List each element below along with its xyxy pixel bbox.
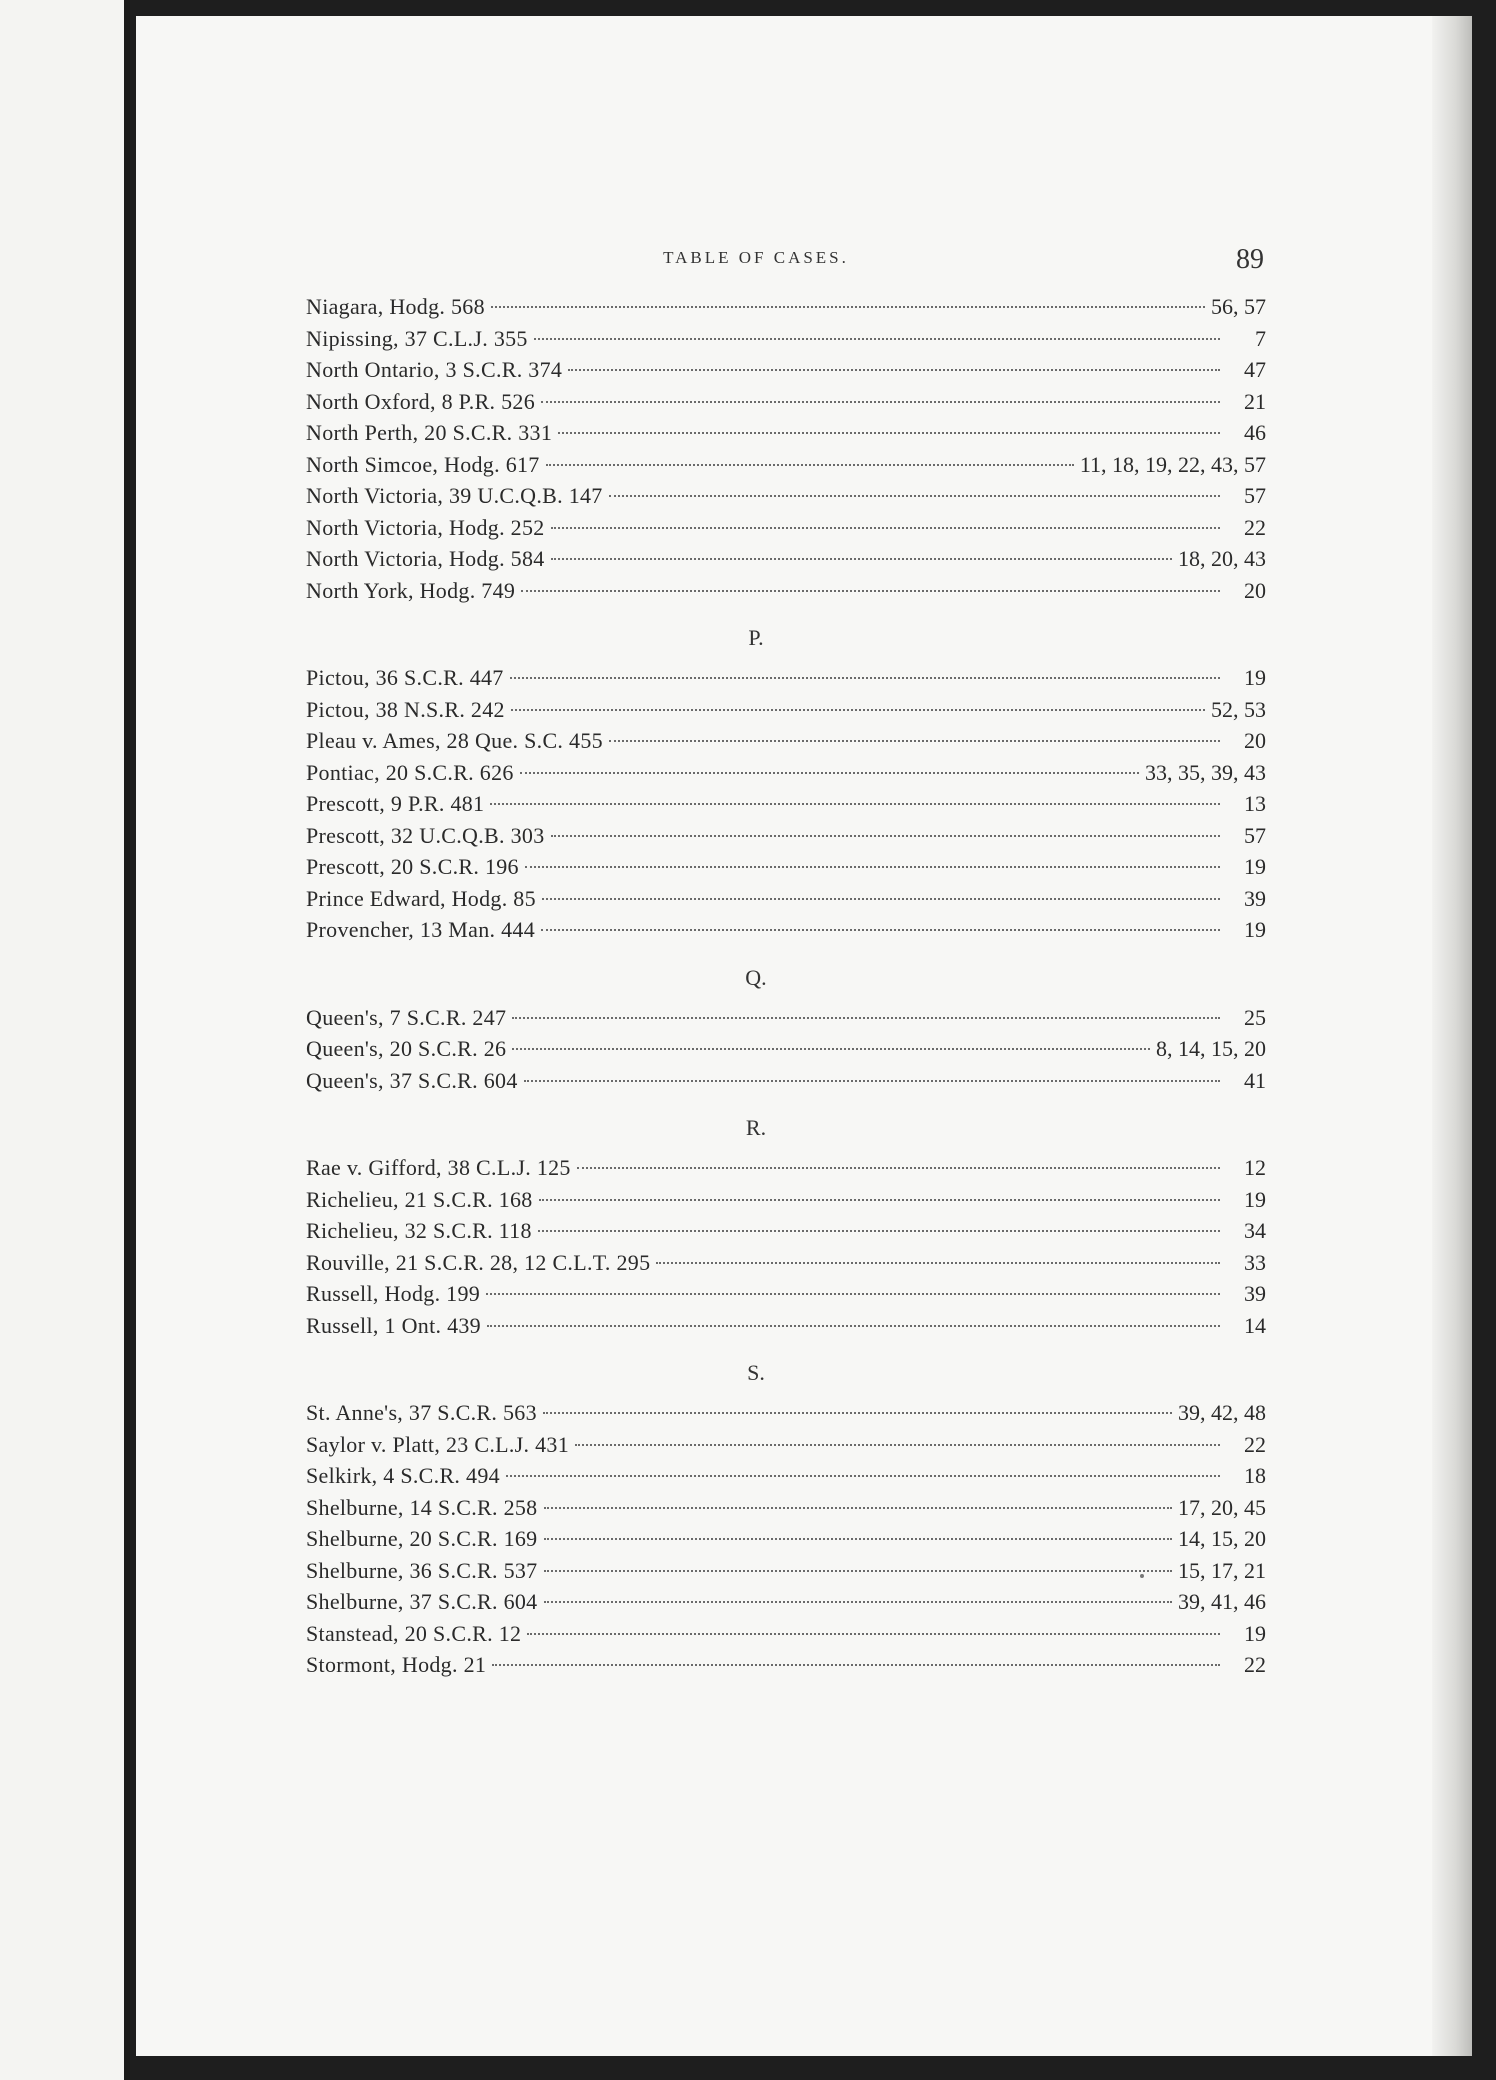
dot-leader: [609, 740, 1220, 742]
dot-leader: [487, 1325, 1220, 1327]
dot-leader: [512, 1048, 1150, 1050]
page-references: 47: [1244, 357, 1266, 382]
case-name: Richelieu, 32 S.C.R. 118: [306, 1218, 532, 1243]
print-speck: [1140, 1574, 1144, 1578]
dot-leader: [506, 1475, 1220, 1477]
case-entry: [306, 1065, 1266, 1097]
page-references: 7: [1255, 325, 1266, 351]
case-entry: [306, 1586, 1266, 1618]
page-references: 12: [1244, 1155, 1266, 1180]
case-name: Saylor v. Platt, 23 C.L.J. 431: [306, 1431, 570, 1457]
section: [306, 960, 1266, 1097]
case-entry: [306, 291, 1266, 323]
page-references: 14, 15, 20: [1178, 1526, 1266, 1551]
case-name: Provencher, 13 Man. 444: [306, 917, 536, 942]
case-entry: [306, 851, 1266, 883]
section-letter: P.: [748, 625, 764, 650]
case-entry: [306, 914, 1266, 946]
case-entry: [306, 694, 1266, 726]
case-name: North Victoria, Hodg. 252: [306, 514, 545, 540]
page-references: 33, 35, 39, 43: [1145, 759, 1266, 785]
dot-leader: [558, 432, 1220, 434]
case-entry: [306, 1429, 1266, 1461]
case-entry: [306, 1215, 1266, 1247]
dot-leader: [543, 1412, 1172, 1414]
page-references: 34: [1244, 1218, 1266, 1243]
case-name: Pleau v. Ames, 28 Que. S.C. 455: [306, 728, 603, 753]
case-entry: [306, 1033, 1266, 1065]
section-letter: Q.: [745, 964, 767, 990]
case-entry: [306, 1247, 1266, 1279]
dot-leader: [510, 677, 1220, 679]
dot-leader: [541, 929, 1220, 931]
book-page: [136, 16, 1472, 2056]
dot-leader: [551, 835, 1221, 837]
dot-leader: [527, 1633, 1220, 1635]
case-name: Selkirk, 4 S.C.R. 494: [306, 1463, 500, 1488]
case-entry: [306, 1492, 1266, 1524]
page-references: 57: [1244, 822, 1266, 848]
case-name: North Victoria, 39 U.C.Q.B. 147: [306, 483, 603, 508]
case-name: Queen's, 37 S.C.R. 604: [306, 1067, 518, 1093]
case-name: Queen's, 20 S.C.R. 26: [306, 1036, 507, 1061]
section: [306, 1355, 1266, 1681]
page-references: 13: [1244, 791, 1266, 816]
case-name: Shelburne, 20 S.C.R. 169: [306, 1526, 538, 1551]
dot-leader: [512, 1017, 1220, 1019]
page-references: 19: [1244, 1186, 1266, 1212]
page-references: 46: [1244, 420, 1266, 445]
case-entry: [306, 1460, 1266, 1492]
case-name: Richelieu, 21 S.C.R. 168: [306, 1186, 533, 1212]
page-references: 20: [1244, 577, 1266, 603]
case-name: North Perth, 20 S.C.R. 331: [306, 420, 553, 445]
case-entry: [306, 788, 1266, 820]
page-references: 33: [1244, 1249, 1266, 1275]
page-references: 39: [1244, 1281, 1266, 1306]
case-entry: [306, 1397, 1266, 1429]
case-name: Nipissing, 37 C.L.J. 355: [306, 325, 528, 351]
case-name: Niagara, Hodg. 568: [306, 294, 485, 319]
dot-leader: [551, 527, 1220, 529]
case-entry: [306, 1152, 1266, 1184]
case-entry: [306, 575, 1266, 607]
case-name: North Simcoe, Hodg. 617: [306, 451, 540, 477]
case-entry: [306, 725, 1266, 757]
case-entry: [306, 323, 1266, 355]
dot-leader: [534, 338, 1220, 340]
case-name: Shelburne, 36 S.C.R. 537: [306, 1557, 538, 1583]
page-references: 22: [1244, 1652, 1266, 1677]
page-references: 18, 20, 43: [1178, 546, 1266, 571]
page-references: 19: [1244, 917, 1266, 942]
case-entry: [306, 543, 1266, 575]
page-references: 39: [1244, 885, 1266, 911]
page-references: 52, 53: [1211, 696, 1266, 722]
page-references: 18: [1244, 1463, 1266, 1488]
case-entry: [306, 820, 1266, 852]
dot-leader: [490, 803, 1220, 805]
case-entry: [306, 1310, 1266, 1342]
page-references: 11, 18, 19, 22, 43, 57: [1079, 451, 1266, 477]
case-name: Pontiac, 20 S.C.R. 626: [306, 759, 514, 785]
case-name: Russell, Hodg. 199: [306, 1281, 481, 1306]
running-title: TABLE OF CASES.: [663, 248, 849, 267]
dot-leader: [486, 1293, 1220, 1295]
case-entry: [306, 386, 1266, 418]
case-name: North Ontario, 3 S.C.R. 374: [306, 357, 563, 382]
case-name: Stormont, Hodg. 21: [306, 1652, 487, 1677]
page-references: 39, 42, 48: [1178, 1400, 1266, 1425]
dot-leader: [575, 1444, 1220, 1446]
page-edge-shadow: [1432, 16, 1472, 2056]
dot-leader: [542, 898, 1220, 900]
case-name: North York, Hodg. 749: [306, 577, 516, 603]
page-references: 20: [1244, 728, 1266, 753]
page-header: [136, 244, 1472, 284]
table-of-cases: [306, 291, 1266, 1695]
dot-leader: [656, 1262, 1220, 1264]
dot-leader: [544, 1507, 1173, 1509]
case-entry: [306, 1184, 1266, 1216]
case-name: Russell, 1 Ont. 439: [306, 1312, 481, 1338]
page-references: 21: [1244, 388, 1266, 414]
case-name: North Victoria, Hodg. 584: [306, 546, 545, 571]
page-references: 8, 14, 15, 20: [1156, 1036, 1266, 1061]
dot-leader: [544, 1570, 1173, 1572]
page-number: 89: [1236, 244, 1264, 275]
dot-leader: [544, 1601, 1173, 1603]
dot-leader: [551, 558, 1172, 560]
dot-leader: [491, 306, 1205, 308]
dot-leader: [544, 1538, 1173, 1540]
case-entry: [306, 354, 1266, 386]
page-references: 19: [1244, 854, 1266, 879]
case-entry: [306, 417, 1266, 449]
page-references: 14: [1244, 1312, 1266, 1338]
page-references: 17, 20, 45: [1178, 1494, 1266, 1520]
page-references: 56, 57: [1211, 294, 1266, 319]
case-entry: [306, 1618, 1266, 1650]
case-name: Shelburne, 14 S.C.R. 258: [306, 1494, 538, 1520]
dot-leader: [541, 401, 1220, 403]
case-name: Rae v. Gifford, 38 C.L.J. 125: [306, 1155, 571, 1180]
dot-leader: [492, 1664, 1220, 1666]
dot-leader: [609, 495, 1220, 497]
case-entry: [306, 480, 1266, 512]
dot-leader: [568, 369, 1220, 371]
case-entry: [306, 1649, 1266, 1681]
dot-leader: [524, 1080, 1220, 1082]
page-references: 57: [1244, 483, 1266, 508]
section-letter: S.: [747, 1360, 765, 1385]
case-name: Shelburne, 37 S.C.R. 604: [306, 1589, 538, 1614]
case-name: Queen's, 7 S.C.R. 247: [306, 1004, 507, 1030]
dot-leader: [546, 464, 1074, 466]
page-references: 22: [1244, 514, 1266, 540]
section: [306, 291, 1266, 606]
case-name: Pictou, 36 S.C.R. 447: [306, 665, 504, 690]
case-entry: [306, 449, 1266, 481]
case-entry: [306, 757, 1266, 789]
dot-leader: [520, 772, 1139, 774]
dot-leader: [539, 1199, 1220, 1201]
case-entry: [306, 1278, 1266, 1310]
case-name: Prescott, 32 U.C.Q.B. 303: [306, 822, 545, 848]
case-name: Stanstead, 20 S.C.R. 12: [306, 1620, 522, 1646]
case-name: Prince Edward, Hodg. 85: [306, 885, 536, 911]
case-entry: [306, 1523, 1266, 1555]
case-name: Prescott, 9 P.R. 481: [306, 791, 485, 816]
page-references: 19: [1244, 665, 1266, 690]
dot-leader: [521, 590, 1220, 592]
case-name: St. Anne's, 37 S.C.R. 563: [306, 1400, 537, 1425]
facing-page-edge: [0, 0, 130, 2080]
case-entry: [306, 1555, 1266, 1587]
dot-leader: [538, 1230, 1220, 1232]
section: [306, 620, 1266, 946]
case-name: Rouville, 21 S.C.R. 28, 12 C.L.T. 295: [306, 1249, 651, 1275]
dot-leader: [511, 709, 1205, 711]
page-references: 19: [1244, 1620, 1266, 1646]
case-entry: [306, 883, 1266, 915]
page-references: 22: [1244, 1431, 1266, 1457]
page-references: 15, 17, 21: [1178, 1557, 1266, 1583]
case-name: North Oxford, 8 P.R. 526: [306, 388, 536, 414]
page-references: 39, 41, 46: [1178, 1589, 1266, 1614]
case-entry: [306, 512, 1266, 544]
dot-leader: [525, 866, 1220, 868]
page-references: 41: [1244, 1067, 1266, 1093]
case-name: Pictou, 38 N.S.R. 242: [306, 696, 505, 722]
case-name: Prescott, 20 S.C.R. 196: [306, 854, 519, 879]
section-letter: R.: [745, 1115, 767, 1140]
case-entry: [306, 662, 1266, 694]
case-entry: [306, 1002, 1266, 1034]
dot-leader: [577, 1167, 1220, 1169]
page-references: 25: [1244, 1004, 1266, 1030]
section: [306, 1110, 1266, 1341]
